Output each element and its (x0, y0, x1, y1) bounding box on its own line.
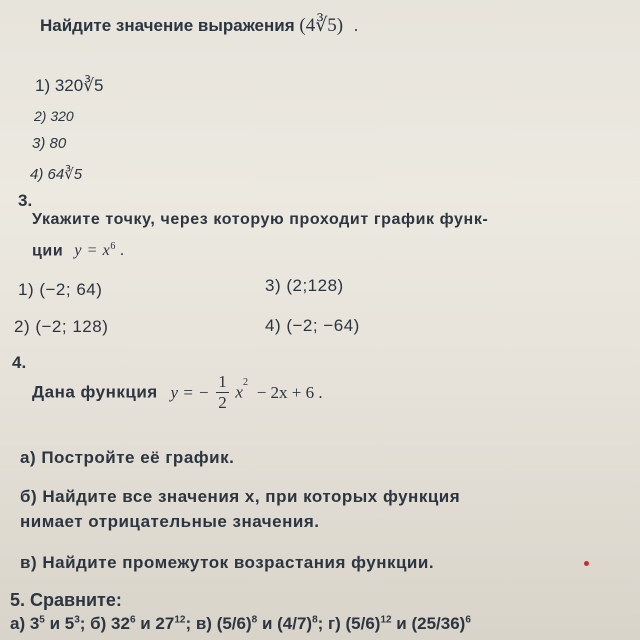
q4-function-line (32, 372, 323, 413)
q2-tail: . (353, 16, 359, 35)
q4-part-b-line1: б) Найдите все значения x, при которых функция (20, 487, 461, 506)
q4-fraction-denominator: 2 (218, 393, 227, 412)
q2-option-3: 3) 80 (32, 135, 67, 152)
q5-part-exp: 12 (174, 614, 186, 626)
q3-line2-end: . (119, 242, 125, 260)
q2-prompt: Найдите значение выражения (40, 16, 295, 35)
q5-part: ; б) 32 (79, 614, 130, 633)
q5-part-exp: 5 (39, 614, 45, 626)
q3-number: 3. (18, 191, 33, 210)
q5-title: 5. Сравните: (10, 590, 122, 610)
q2-option-4: 4) 64∛5 (30, 166, 83, 183)
q2-expression: (4∛5) (299, 15, 344, 36)
q5-part-exp: 6 (465, 614, 471, 626)
q3-option-4: 4) (−2; −64) (265, 316, 360, 335)
q5-part: ; г) (5/6) (317, 614, 381, 633)
q3-option-1: 1) (−2; 64) (18, 280, 103, 299)
q4-x-exp: 2 (242, 376, 248, 388)
q5-parts (10, 614, 471, 634)
q3-option-3: 3) (2;128) (265, 276, 344, 295)
q2-option-2: 2) 320 (34, 108, 74, 124)
q4-intro: Дана функция (32, 382, 158, 402)
q4-y-eq: y = − (170, 382, 210, 402)
q5-part-exp: 8 (251, 614, 258, 626)
q4-part-a: а) Постройте её график. (20, 448, 235, 467)
q5-part-exp: 8 (312, 614, 318, 626)
q3-line2 (32, 241, 125, 260)
q4-rest: − 2x + 6 . (256, 382, 323, 402)
q5-part-exp: 6 (129, 614, 136, 626)
q2-option-1: 1) 320∛5 (35, 76, 104, 95)
red-dot-mark (584, 561, 589, 566)
q3-line2-text: ции (32, 242, 64, 260)
q5-part: ; в) (5/6) (185, 614, 252, 633)
q3-line2-math: y = x (74, 242, 111, 260)
q5-part: и 5 (44, 614, 75, 633)
q5-part-exp: 12 (380, 614, 392, 626)
q5-part: и (4/7) (257, 614, 313, 633)
q5-part: и 27 (135, 614, 175, 633)
q3-line1: Укажите точку, через которую проходит график функ- (32, 211, 489, 228)
q4-fraction-numerator: 1 (218, 372, 227, 391)
q4-fraction (216, 372, 229, 413)
q3-line2-exp: 6 (110, 241, 116, 252)
q5-part: а) 3 (10, 614, 40, 633)
q4-x-base: x (235, 382, 243, 402)
q2-prompt-line (40, 14, 358, 37)
q4-number: 4. (12, 353, 27, 372)
q4-part-b-line2: нимает отрицательные значения. (20, 512, 320, 531)
q5-part-exp: 3 (74, 614, 80, 626)
q5-part: и (25/36) (391, 614, 466, 633)
q4-part-c: в) Найдите промежуток возрастания функции. (20, 553, 435, 572)
q3-option-2: 2) (−2; 128) (14, 317, 109, 336)
